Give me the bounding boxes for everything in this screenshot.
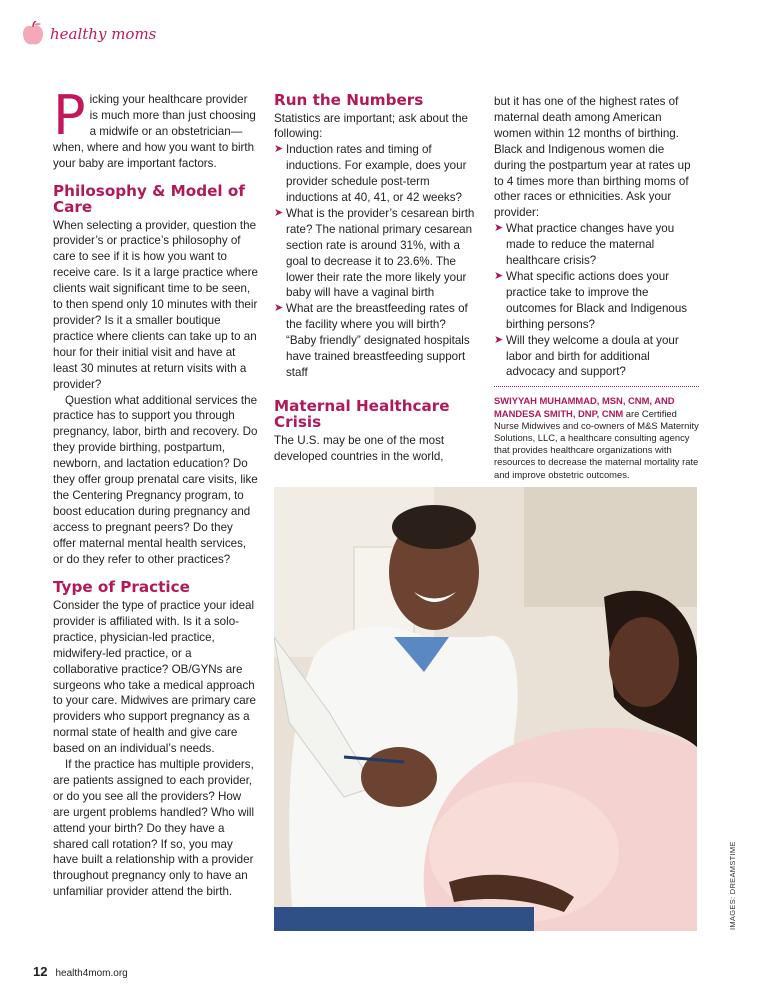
author-description: are Certified Nurse Midwives and co-owners of M&S Maternity Solutions, LLC, a healthcare consulting agency that provides healthcare organizations with resources to decrease the maternal mortality rate and improve obstetric outcomes.: [494, 407, 699, 480]
heading-philosophy: Philosophy & Model of Care: [53, 181, 245, 217]
paragraph: Statistics are important; ask about the following:: [274, 111, 468, 141]
list-item: ➤ Will they welcome a doula at your labor and birth for additional advocacy and support?: [494, 333, 679, 379]
photo-credit: IMAGES: DREAMSTIME: [728, 841, 737, 930]
chevron-right-icon: ➤: [274, 206, 284, 219]
website-link[interactable]: health4mom.org: [55, 968, 128, 979]
chevron-right-icon: ➤: [494, 333, 504, 346]
apple-icon: [22, 21, 44, 47]
article-photo: [274, 487, 697, 931]
paragraph: but it has one of the highest rates of maternal death among American women within 12 months of birthing. Black and Indigenous women die during the postpartum year at rates up to 4 times more than birthing moms of other races or ethnicities. Ask your provider:: [494, 95, 691, 220]
article-column-1: [53, 84, 258, 900]
paragraph: Question what additional services the practice has to support you through pregnancy, labor, birth and recovery. Do they provide birthing, postpartum, newborn, and lactation education? Do they offer group prenatal care visits, like the Centering Pregnancy program, to boost education during pregnancy and access to pregnant peers? Do they offer maternal mental health services, or do they refer to other practices?: [53, 393, 258, 566]
heading-maternal-crisis: Maternal Healthcare Crisis: [274, 396, 450, 432]
list-item: ➤ What specific actions does your practice take to improve the outcomes for Black and Indigenous birthing persons?: [494, 269, 688, 331]
list-item: ➤ What practice changes have you made to reduce the maternal healthcare crisis?: [494, 222, 675, 268]
chevron-right-icon: ➤: [494, 269, 504, 282]
paragraph: Consider the type of practice your ideal provider is affiliated with. Is it a solo-practice, physician-led practice, midwifery-led practice, or a collaborative practice? OB/GYNs are surgeons who take a medical approach to your care. Midwives are primary care providers who support pregnancy as a normal state of health and give care based on an individual’s needs.: [53, 598, 256, 756]
chevron-right-icon: ➤: [274, 143, 284, 156]
paragraph: The U.S. may be one of the most developed countries in the world,: [274, 433, 445, 463]
paragraph: When selecting a provider, question the provider’s or practice’s philosophy of care to see if it is how you want to receive care. Is it a large practice where clients wait significant time to be seen, to then spend only 10 minutes with their provider? Is it a smaller boutique practice where clients can take up to an hour for their initial visit and have at least 30 minutes at return visits with a provider?: [53, 218, 258, 391]
page-footer: [33, 964, 128, 979]
list-item: ➤ What is the provider’s cesarean birth rate? The national primary cesarean section rate is around 31%, with a goal to decrease it to 23.6%. The lower their rate the more likely your baby will have a vaginal birth: [274, 206, 475, 300]
intro-paragraph: [53, 84, 258, 172]
page-number: 12: [33, 964, 48, 979]
drop-cap: P: [53, 84, 86, 147]
author-bio: [494, 386, 699, 480]
intro-text: icking your healthcare provider is much more than just choosing a midwife or an obstetrician—when, where and how you want to birth your baby are important factors.: [53, 93, 256, 170]
chevron-right-icon: ➤: [494, 222, 504, 235]
paragraph: If the practice has multiple providers, are patients assigned to each provider, or do you see all the providers? How are urgent problems handled? Who will attend your birth? Do they have a shared call rotation? If so, you may have built a relationship with a provider throughout pregnancy only to have an unfamiliar provider attend the birth.: [53, 758, 255, 899]
list-item: ➤ What are the breastfeeding rates of the facility where you will birth? “Baby friendly” designated hospitals have trained breastfeeding support staff: [274, 302, 470, 379]
article-column-3: [494, 94, 699, 481]
heading-run-the-numbers: Run the Numbers: [274, 91, 424, 109]
list-item: ➤ Induction rates and timing of inductions. For example, does your provider schedule post-term inductions at 40, 41, or 42 weeks?: [274, 143, 467, 205]
bullet-list: [274, 142, 477, 381]
author-names: SWIYYAH MUHAMMAD, MSN, CNM, AND MANDESA SMITH, DNP, CNM: [494, 395, 675, 419]
section-header: [22, 20, 156, 48]
heading-type-of-practice: Type of Practice: [53, 578, 190, 597]
article-column-2: [274, 92, 477, 465]
chevron-right-icon: ➤: [274, 302, 284, 315]
section-title: healthy moms: [50, 25, 157, 43]
bullet-list: [494, 221, 699, 380]
